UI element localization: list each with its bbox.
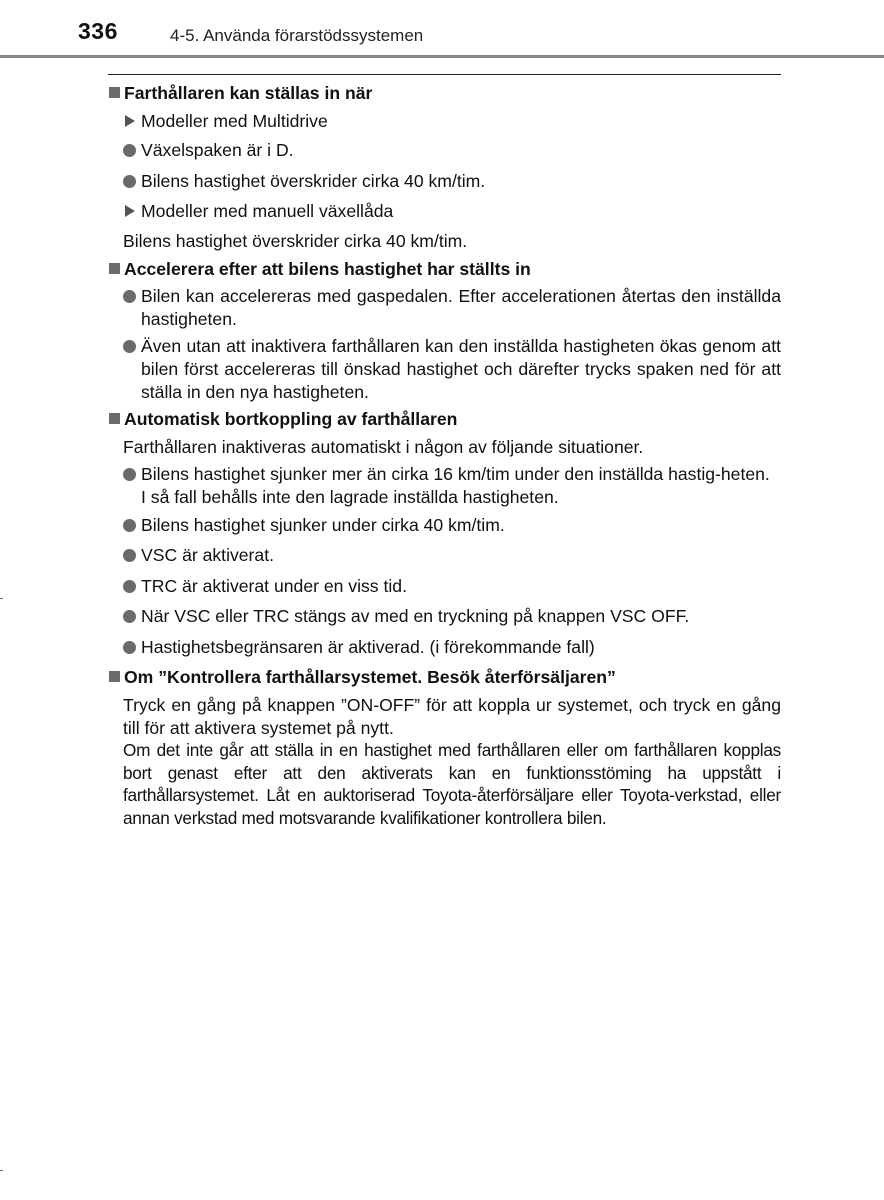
circle-bullet-icon xyxy=(123,139,141,165)
list-item-note: I så fall behålls inte den lagrade inställda hastigheten. xyxy=(141,486,559,507)
list-item xyxy=(108,514,781,540)
model-label-text: Modeller med manuell växellåda xyxy=(141,201,394,222)
model-label-text: Modeller med Multidrive xyxy=(141,110,328,131)
page-content xyxy=(108,82,781,830)
list-item-text: VSC är aktiverat. xyxy=(141,545,274,566)
margin-tick xyxy=(0,1170,3,1171)
paragraph: Bilens hastighet överskrider cirka 40 km/tim. xyxy=(123,230,468,251)
list-item xyxy=(108,575,781,601)
list-item xyxy=(108,636,781,662)
square-bullet-icon xyxy=(109,671,120,682)
circle-bullet-icon xyxy=(123,514,141,540)
paragraph: Om det inte går att ställa in en hastighet med farthållaren eller om farthållaren kopplas bort genast efter att den aktiverats kan en funktionsstöming ha uppstått i farthållarsystemet. Låt en auktoriserad Toyota-återförsäljare eller Toyota-verkstad, eller annan verkstad med motsvarande kvalifikationer kontrollera bilen. xyxy=(123,740,781,829)
margin-tick xyxy=(0,598,3,599)
section-heading xyxy=(108,666,781,689)
section-heading-text: Om ”Kontrollera farthållarsystemet. Besök återförsäljaren” xyxy=(124,667,616,688)
circle-bullet-icon xyxy=(123,335,141,361)
triangle-right-icon xyxy=(123,110,141,135)
list-item-text: Bilen kan accelereras med gaspedalen. Efter accelerationen återtas den inställda hastigheten. xyxy=(141,286,781,329)
list-item xyxy=(108,605,781,631)
section-heading xyxy=(108,258,781,281)
circle-bullet-icon xyxy=(123,285,141,311)
model-label xyxy=(108,110,781,135)
circle-bullet-icon xyxy=(123,170,141,196)
paragraph: Tryck en gång på knappen ”ON-OFF” för att koppla ur systemet, och tryck en gång till för att aktivera systemet på nytt. xyxy=(123,695,781,738)
section-heading-text: Automatisk bortkoppling av farthållaren xyxy=(124,409,458,430)
section-heading xyxy=(108,82,781,105)
list-item xyxy=(108,139,781,165)
circle-bullet-icon xyxy=(123,544,141,570)
list-item-text xyxy=(141,463,781,508)
page-number: 336 xyxy=(78,18,118,44)
list-item-text: Bilens hastighet överskrider cirka 40 km/tim. xyxy=(141,170,486,191)
chapter-title: 4-5. Använda förarstödssystemen xyxy=(170,26,424,45)
section-heading-text: Accelerera efter att bilens hastighet har ställts in xyxy=(124,258,531,279)
list-item-text: Växelspaken är i D. xyxy=(141,140,294,161)
list-item xyxy=(108,335,781,403)
header-rule xyxy=(0,55,884,58)
list-item-text: Även utan att inaktivera farthållaren kan den inställda hastigheten ökas genom att bilen först accelereras till önskad hastighet och därefter trycks spaken ned för att ställa in den nya hastigheten. xyxy=(141,336,781,402)
section-heading xyxy=(108,408,781,431)
list-item-main: Bilens hastighet sjunker mer än cirka 16 km/tim under den inställda hastig-heten. xyxy=(141,464,770,485)
model-label xyxy=(108,200,781,225)
circle-bullet-icon xyxy=(123,636,141,662)
list-item xyxy=(108,463,781,508)
triangle-right-icon xyxy=(123,200,141,225)
list-item xyxy=(108,285,781,330)
square-bullet-icon xyxy=(109,263,120,274)
list-item-text: Hastighetsbegränsaren är aktiverad. (i förekommande fall) xyxy=(141,636,595,657)
circle-bullet-icon xyxy=(123,575,141,601)
list-item xyxy=(108,170,781,196)
circle-bullet-icon xyxy=(123,605,141,631)
list-item-text: TRC är aktiverat under en viss tid. xyxy=(141,575,407,596)
list-item-text: Bilens hastighet sjunker under cirka 40 km/tim. xyxy=(141,514,505,535)
square-bullet-icon xyxy=(109,87,120,98)
circle-bullet-icon xyxy=(123,463,141,489)
list-item xyxy=(108,544,781,570)
paragraph: Farthållaren inaktiveras automatiskt i någon av följande situationer. xyxy=(123,436,644,457)
section-heading-text: Farthållaren kan ställas in när xyxy=(124,83,373,103)
content-rule xyxy=(108,74,781,75)
list-item-text: När VSC eller TRC stängs av med en tryckning på knappen VSC OFF. xyxy=(141,606,690,627)
square-bullet-icon xyxy=(109,413,120,424)
